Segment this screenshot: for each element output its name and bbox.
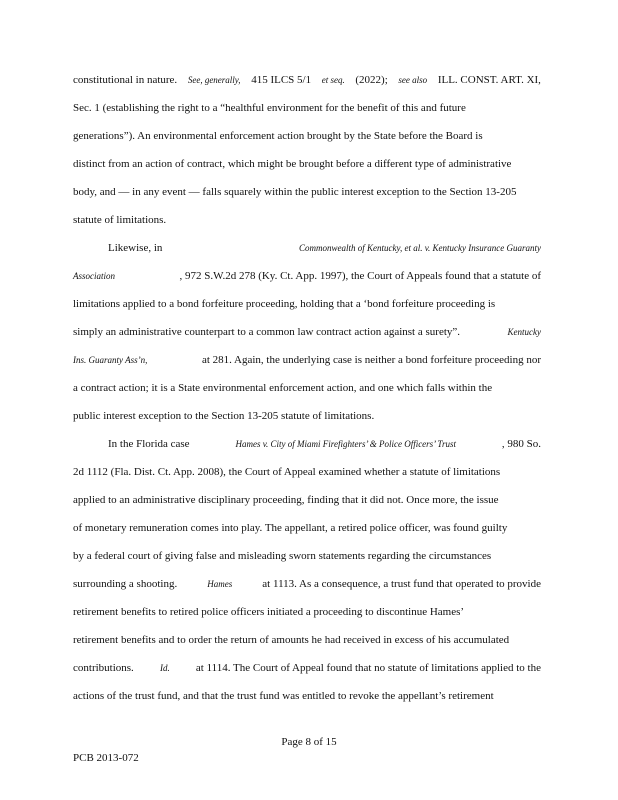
text-line: surrounding a shooting. Hames at 1113. As a consequence, a trust fund that operated to provide [73,578,541,590]
text-line: contributions. Id. at 1114. The Court of Appeal found that no statute of limitations applied to the [73,662,541,674]
text-line: constitutional in nature. See, generally, 415 ILCS 5/1 et seq. (2022); see also ILL. CONST. ART. XI, [73,74,541,86]
text-line: Association , 972 S.W.2d 278 (Ky. Ct. App. 1997), the Court of Appeals found that a statute of [73,270,541,282]
text-line: applied to an administrative disciplinary proceeding, finding that it did not. Once more, the issue [73,494,499,506]
text-line: a contract action; it is a State environmental enforcement action, and one which falls within the [73,382,493,394]
text-line: actions of the trust fund, and that the trust fund was entitled to revoke the appellant’s retirement [73,690,494,702]
text-line: of monetary remuneration comes into play. The appellant, a retired police officer, was found guilty [73,522,508,534]
text-line: generations”). An environmental enforcement action brought by the State before the Board is [73,130,483,142]
text-line: limitations applied to a bond forfeiture proceeding, holding that a ‘bond forfeiture proceeding is [73,298,496,310]
text-line: In the Florida case Hames v. City of Miami Firefighters’ & Police Officers’ Trust , 980 So. [108,438,541,450]
page-number: Page 8 of 15 [281,736,337,748]
text-line: 2d 1112 (Fla. Dist. Ct. App. 2008), the Court of Appeal examined whether a statute of limitations [73,466,501,478]
text-line: body, and — in any event — falls squarely within the public interest exception to the Section 13-205 [73,186,517,198]
text-line: retirement benefits to retired police officers initiated a proceeding to discontinue Hames’ [73,606,465,618]
text-line: statute of limitations. [73,214,167,226]
text-line: retirement benefits and to order the return of amounts he had received in excess of his accumulated [73,634,510,646]
text-line: public interest exception to the Section 13-205 statute of limitations. [73,410,375,422]
text-line: distinct from an action of contract, which might be brought before a different type of administrative [73,158,512,170]
text-line: simply an administrative counterpart to a common law contract action against a surety”. Kentucky [73,326,541,338]
case-number: PCB 2013-072 [73,752,139,764]
text-line: Sec. 1 (establishing the right to a “healthful environment for the benefit of this and future [73,102,466,114]
text-line: by a federal court of giving false and misleading sworn statements regarding the circumstances [73,550,492,562]
text-line: Likewise, in Commonwealth of Kentucky, et al. v. Kentucky Insurance Guaranty [108,242,541,254]
text-line: Ins. Guaranty Ass’n, at 281. Again, the underlying case is neither a bond forfeiture proceeding nor [73,354,541,366]
